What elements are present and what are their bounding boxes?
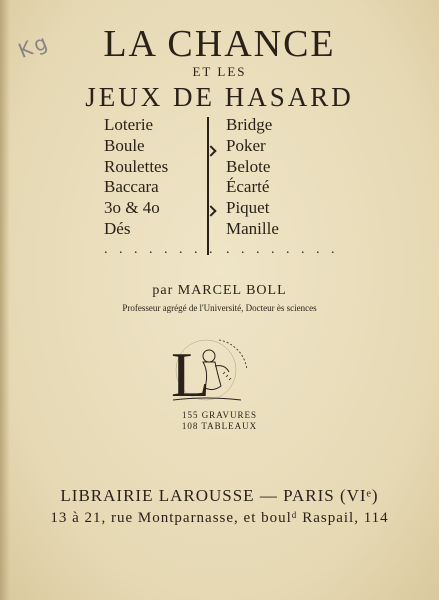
game-item: Écarté	[226, 177, 270, 197]
game-item: Belote	[226, 156, 271, 176]
author-credentials: Professeur agrégé de l'Université, Docteur ès sciences	[122, 303, 317, 313]
tables-count: 108 TABLEAUX	[181, 421, 258, 431]
games-list-right	[226, 115, 339, 261]
games-list-left	[104, 115, 217, 261]
game-item: Loterie	[104, 115, 154, 134]
dot-leader: . . . . . . . .	[226, 241, 339, 257]
game-item: Boule	[104, 135, 145, 155]
game-item: Bridge	[226, 115, 273, 134]
game-item: Poker	[226, 135, 266, 155]
larousse-emblem-icon	[163, 330, 249, 406]
dot-leader: . . . . . . . .	[104, 241, 217, 257]
book-subtitle: JEUX DE HASARD	[85, 82, 354, 112]
game-item: Piquet	[226, 198, 270, 218]
author-line: par MARCEL BOLL	[152, 283, 287, 298]
publisher-line: LIBRAIRIE LAROUSSE — PARIS (VIᵉ)	[60, 486, 379, 505]
pencil-annotation: Kg	[14, 28, 54, 64]
engravings-count: 155 GRAVURES	[181, 410, 258, 420]
publisher-address: 13 à 21, rue Montparnasse, et boulᵈ Raspail, 114	[50, 510, 389, 526]
book-title: LA CHANCE	[103, 23, 336, 65]
column-divider	[207, 117, 209, 255]
game-item: Roulettes	[104, 156, 169, 176]
emblem-letter: L	[171, 339, 211, 406]
illustration-counts	[0, 410, 439, 432]
subtitle-connector: ET LES	[192, 64, 247, 79]
game-item: 3o & 4o	[104, 198, 160, 218]
game-item: Manille	[226, 218, 279, 238]
game-item: Baccara	[104, 177, 159, 197]
game-item: Dés	[104, 218, 131, 238]
